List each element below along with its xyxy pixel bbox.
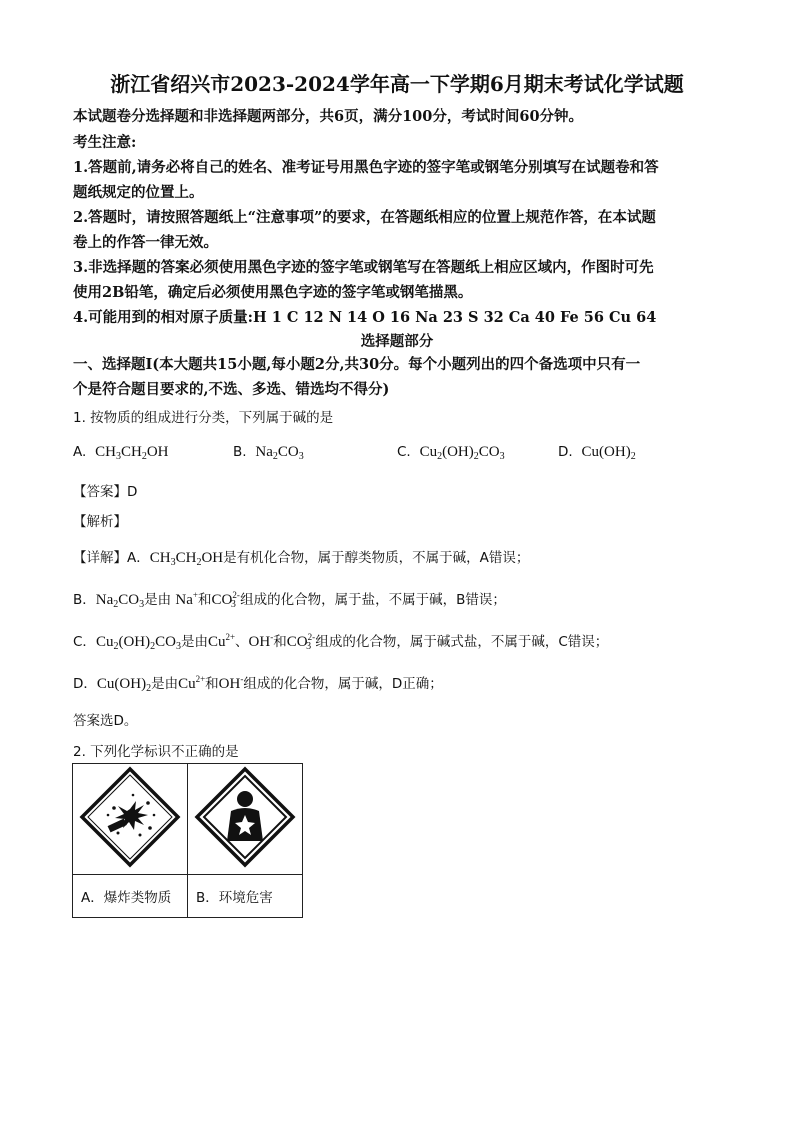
question-2-stem: 2. 下列化学标识不正确的是 (73, 744, 239, 760)
formula-ethanol-detail: $CH_3CH_2OH$ (149, 550, 224, 568)
hazard-sign-table (72, 763, 303, 918)
detail-d-text-2: 和 (205, 676, 219, 692)
caption-environment: B．环境危害 (188, 875, 303, 918)
detail-c-text-4: 组成的化合物，属于碱式盐，不属于碱，C错误； (315, 634, 609, 650)
detail-c-text-1: 是由 (180, 634, 208, 650)
formula-basic-copper-carbonate-detail: $Cu_2(OH)_2CO_3$ (95, 634, 181, 652)
question-1-stem: 1. 按物质的组成进行分类，下列属于碱的是 (73, 410, 334, 426)
detail-d-prefix: D． (73, 676, 97, 692)
health-hazard-icon (193, 765, 297, 869)
ion-copper: $Cu^{2+}$ (207, 632, 236, 650)
option-a-letter: A. (73, 444, 87, 460)
detail-a-text: 是有机化合物，属于醇类物质，不属于碱，A错误； (223, 550, 530, 566)
detail-a-prefix: 【详解】A． (73, 550, 150, 566)
ion-sodium: Na+ (175, 590, 198, 608)
analysis-label: 【解析】 (73, 514, 127, 530)
detail-c-text-2: 、 (235, 634, 249, 650)
option-b (233, 441, 304, 462)
ion-carbonate-c: $CO^{2-}_3$ (286, 632, 316, 652)
detail-a (73, 546, 529, 568)
formula-basic-copper-carbonate: $Cu_2(OH)_2CO_3$ (415, 444, 505, 462)
part1-heading-line1: 一、选择题Ⅰ(本大题共15小题,每小题2分,共30分。每个小题列出的四个备选项中只有一 (73, 356, 641, 373)
explosive-icon (78, 765, 182, 869)
note-line-5: 3.非选择题的答案必须使用黑色字迹的签字笔或钢笔写在答题纸上相应区域内，作图时可先 (73, 259, 654, 276)
ion-copper-d: $Cu^{2+}$ (178, 674, 206, 692)
detail-b-prefix: B． (73, 592, 96, 608)
detail-c-text-3: 和 (273, 634, 287, 650)
formula-copper-hydroxide-detail: $Cu(OH)_2$ (96, 676, 152, 694)
notice-heading: 考生注意: (73, 134, 137, 151)
detail-c-prefix: C． (73, 634, 96, 650)
option-d (558, 441, 636, 462)
note-line-4: 卷上的作答一律无效。 (73, 234, 218, 251)
detail-d (73, 672, 443, 694)
section-title: 选择题部分 (360, 333, 434, 350)
ion-hydroxide: OH- (248, 632, 274, 650)
detail-b-text-1: 是由 (144, 592, 172, 608)
detail-b-text-2: 和 (197, 592, 212, 608)
note-line-2: 题纸规定的位置上。 (73, 184, 204, 201)
option-c (397, 441, 505, 462)
ion-carbonate: $CO^{2-}_3$ (211, 590, 240, 610)
formula-ethanol: $CH_3CH_2OH$ (91, 444, 169, 462)
formula-sodium-carbonate-detail: $Na_2CO_3$ (95, 592, 145, 610)
ion-hydroxide-d: OH- (218, 674, 244, 692)
formula-sodium-carbonate: $Na_2CO_3$ (251, 444, 304, 462)
note-line-1: 1.答题前,请务必将自己的姓名、准考证号用黑色字迹的签字笔或钢笔分别填写在试题卷和答 (73, 159, 659, 176)
conclusion: 答案选D。 (73, 713, 138, 729)
formula-copper-hydroxide: $Cu(OH)_2$ (577, 444, 636, 462)
detail-b-text-3: 组成的化合物，属于盐，不属于碱，B错误； (240, 592, 506, 608)
option-b-letter: B. (233, 444, 247, 460)
note-line-6: 使用2B铅笔，确定后必须使用黑色字迹的签字笔或钢笔描黑。 (73, 284, 473, 301)
note-line-3: 2.答题时，请按照答题纸上“注意事项”的要求，在答题纸相应的位置上规范作答，在本试题 (73, 209, 656, 226)
option-a (73, 441, 169, 462)
intro-line: 本试题卷分选择题和非选择题两部分，共6页，满分100分，考试时间60分钟。 (73, 108, 584, 125)
hazard-sign-explosive-cell (73, 764, 188, 875)
hazard-sign-environment-cell (188, 764, 303, 875)
caption-explosive: A．爆炸类物质 (73, 875, 188, 918)
part1-heading-line2: 个是符合题目要求的,不选、多选、错选均不得分) (73, 381, 390, 398)
document-title: 浙江省绍兴市2023-2024学年高一下学期6月期末考试化学试题 (110, 72, 684, 96)
option-d-letter: D. (558, 444, 573, 460)
answer-label: 【答案】D (73, 484, 138, 500)
note-line-7: 4.可能用到的相对原子质量:H 1 C 12 N 14 O 16 Na 23 S 32 Ca 40 Fe 56 Cu 64 (73, 309, 657, 326)
option-c-letter: C. (397, 444, 411, 460)
detail-b (73, 588, 506, 610)
detail-c (73, 630, 608, 652)
detail-d-text-3: 组成的化合物，属于碱，D正确； (243, 676, 443, 692)
detail-d-text-1: 是由 (151, 676, 179, 692)
